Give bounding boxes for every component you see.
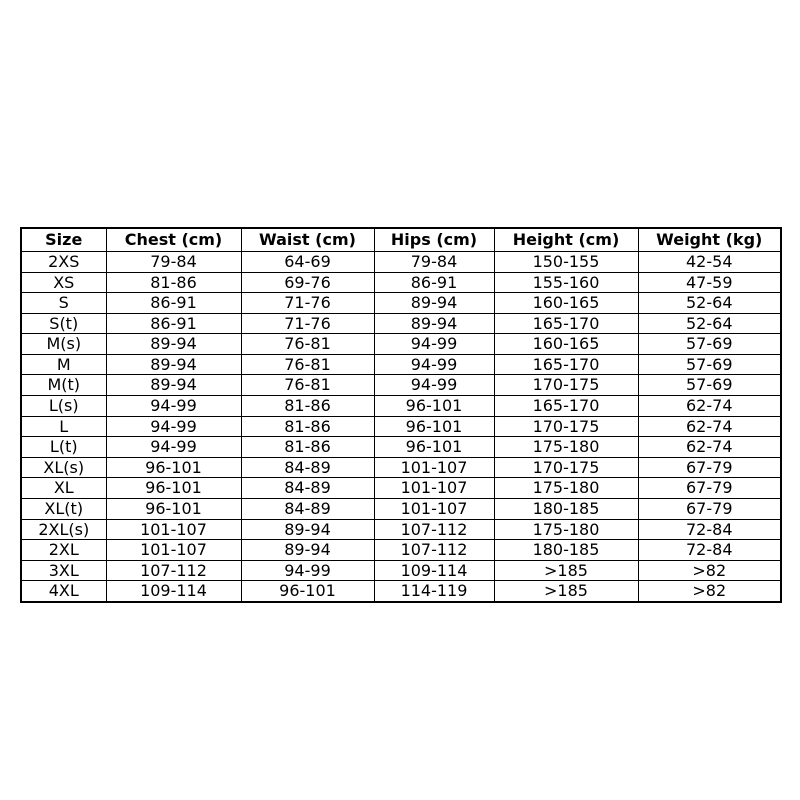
table-cell: 96-101 (374, 437, 494, 458)
table-cell: 101-107 (106, 540, 241, 561)
size-label-cell: 3XL (21, 560, 106, 581)
table-cell: 109-114 (374, 560, 494, 581)
table-cell: 165-170 (494, 354, 638, 375)
table-cell: >185 (494, 560, 638, 581)
table-cell: 107-112 (374, 540, 494, 561)
table-cell: 165-170 (494, 313, 638, 334)
table-cell: 62-74 (638, 396, 781, 417)
table-cell: 67-79 (638, 478, 781, 499)
table-row (21, 519, 781, 540)
table-cell: 62-74 (638, 437, 781, 458)
table-cell: 89-94 (374, 313, 494, 334)
table-row (21, 478, 781, 499)
table-row (21, 560, 781, 581)
table-cell: 160-165 (494, 293, 638, 314)
table-cell: 84-89 (241, 457, 374, 478)
table-cell: 94-99 (374, 354, 494, 375)
table-cell: 52-64 (638, 313, 781, 334)
size-label-cell: XL(t) (21, 498, 106, 519)
column-header: Hips (cm) (374, 228, 494, 252)
size-label-cell: M(t) (21, 375, 106, 396)
table-cell: 101-107 (374, 457, 494, 478)
size-label-cell: 4XL (21, 581, 106, 602)
table-row (21, 252, 781, 273)
table-cell: 170-175 (494, 375, 638, 396)
table-cell: 57-69 (638, 375, 781, 396)
table-cell: 94-99 (374, 334, 494, 355)
table-cell: 42-54 (638, 252, 781, 273)
table-cell: 89-94 (241, 519, 374, 540)
column-header: Chest (cm) (106, 228, 241, 252)
table-row (21, 334, 781, 355)
table-row (21, 581, 781, 602)
table-cell: 96-101 (106, 457, 241, 478)
table-cell: 86-91 (106, 313, 241, 334)
size-chart-table (20, 227, 782, 603)
column-header: Weight (kg) (638, 228, 781, 252)
table-cell: >185 (494, 581, 638, 602)
table-row (21, 272, 781, 293)
size-label-cell: L(t) (21, 437, 106, 458)
table-cell: 180-185 (494, 498, 638, 519)
table-cell: 101-107 (106, 519, 241, 540)
size-label-cell: 2XL(s) (21, 519, 106, 540)
table-cell: >82 (638, 581, 781, 602)
table-cell: 107-112 (106, 560, 241, 581)
table-cell: 76-81 (241, 334, 374, 355)
size-label-cell: M (21, 354, 106, 375)
table-cell: 96-101 (374, 416, 494, 437)
table-cell: 160-165 (494, 334, 638, 355)
size-label-cell: 2XL (21, 540, 106, 561)
table-row (21, 313, 781, 334)
table-cell: 72-84 (638, 540, 781, 561)
table-cell: 170-175 (494, 416, 638, 437)
table-cell: 84-89 (241, 478, 374, 499)
column-header: Size (21, 228, 106, 252)
table-cell: 170-175 (494, 457, 638, 478)
table-row (21, 375, 781, 396)
table-cell: 76-81 (241, 354, 374, 375)
table-cell: 96-101 (106, 478, 241, 499)
table-cell: 81-86 (241, 396, 374, 417)
table-row (21, 437, 781, 458)
table-cell: 94-99 (374, 375, 494, 396)
table-cell: >82 (638, 560, 781, 581)
table-cell: 180-185 (494, 540, 638, 561)
table-cell: 62-74 (638, 416, 781, 437)
table-cell: 72-84 (638, 519, 781, 540)
table-cell: 175-180 (494, 437, 638, 458)
table-cell: 114-119 (374, 581, 494, 602)
table-cell: 89-94 (106, 354, 241, 375)
table-cell: 96-101 (241, 581, 374, 602)
table-row (21, 498, 781, 519)
size-label-cell: XL(s) (21, 457, 106, 478)
table-row (21, 416, 781, 437)
table-cell: 81-86 (241, 437, 374, 458)
size-label-cell: S (21, 293, 106, 314)
size-label-cell: 2XS (21, 252, 106, 273)
table-cell: 47-59 (638, 272, 781, 293)
table-cell: 67-79 (638, 498, 781, 519)
table-cell: 76-81 (241, 375, 374, 396)
size-label-cell: XS (21, 272, 106, 293)
table-row (21, 354, 781, 375)
table-cell: 79-84 (106, 252, 241, 273)
table-cell: 155-160 (494, 272, 638, 293)
table-cell: 94-99 (106, 416, 241, 437)
table-cell: 81-86 (241, 416, 374, 437)
size-label-cell: L(s) (21, 396, 106, 417)
column-header: Height (cm) (494, 228, 638, 252)
table-cell: 101-107 (374, 478, 494, 499)
size-label-cell: L (21, 416, 106, 437)
table-cell: 69-76 (241, 272, 374, 293)
table-cell: 89-94 (106, 375, 241, 396)
table-cell: 67-79 (638, 457, 781, 478)
table-row (21, 396, 781, 417)
table-cell: 86-91 (106, 293, 241, 314)
table-cell: 94-99 (241, 560, 374, 581)
table-cell: 57-69 (638, 334, 781, 355)
table-cell: 107-112 (374, 519, 494, 540)
table-cell: 165-170 (494, 396, 638, 417)
table-cell: 175-180 (494, 519, 638, 540)
table-cell: 79-84 (374, 252, 494, 273)
table-cell: 150-155 (494, 252, 638, 273)
table-cell: 84-89 (241, 498, 374, 519)
table-cell: 89-94 (374, 293, 494, 314)
table-cell: 89-94 (241, 540, 374, 561)
column-header: Waist (cm) (241, 228, 374, 252)
table-cell: 57-69 (638, 354, 781, 375)
table-cell: 94-99 (106, 437, 241, 458)
size-label-cell: XL (21, 478, 106, 499)
table-row (21, 293, 781, 314)
table-cell: 94-99 (106, 396, 241, 417)
table-cell: 109-114 (106, 581, 241, 602)
table-cell: 64-69 (241, 252, 374, 273)
table-row (21, 457, 781, 478)
table-cell: 96-101 (374, 396, 494, 417)
table-cell: 101-107 (374, 498, 494, 519)
size-label-cell: S(t) (21, 313, 106, 334)
table-cell: 96-101 (106, 498, 241, 519)
table-cell: 81-86 (106, 272, 241, 293)
table-row (21, 540, 781, 561)
table-cell: 175-180 (494, 478, 638, 499)
size-label-cell: M(s) (21, 334, 106, 355)
table-cell: 86-91 (374, 272, 494, 293)
table-cell: 52-64 (638, 293, 781, 314)
size-chart-header-row (21, 228, 781, 252)
table-cell: 89-94 (106, 334, 241, 355)
table-cell: 71-76 (241, 313, 374, 334)
table-cell: 71-76 (241, 293, 374, 314)
